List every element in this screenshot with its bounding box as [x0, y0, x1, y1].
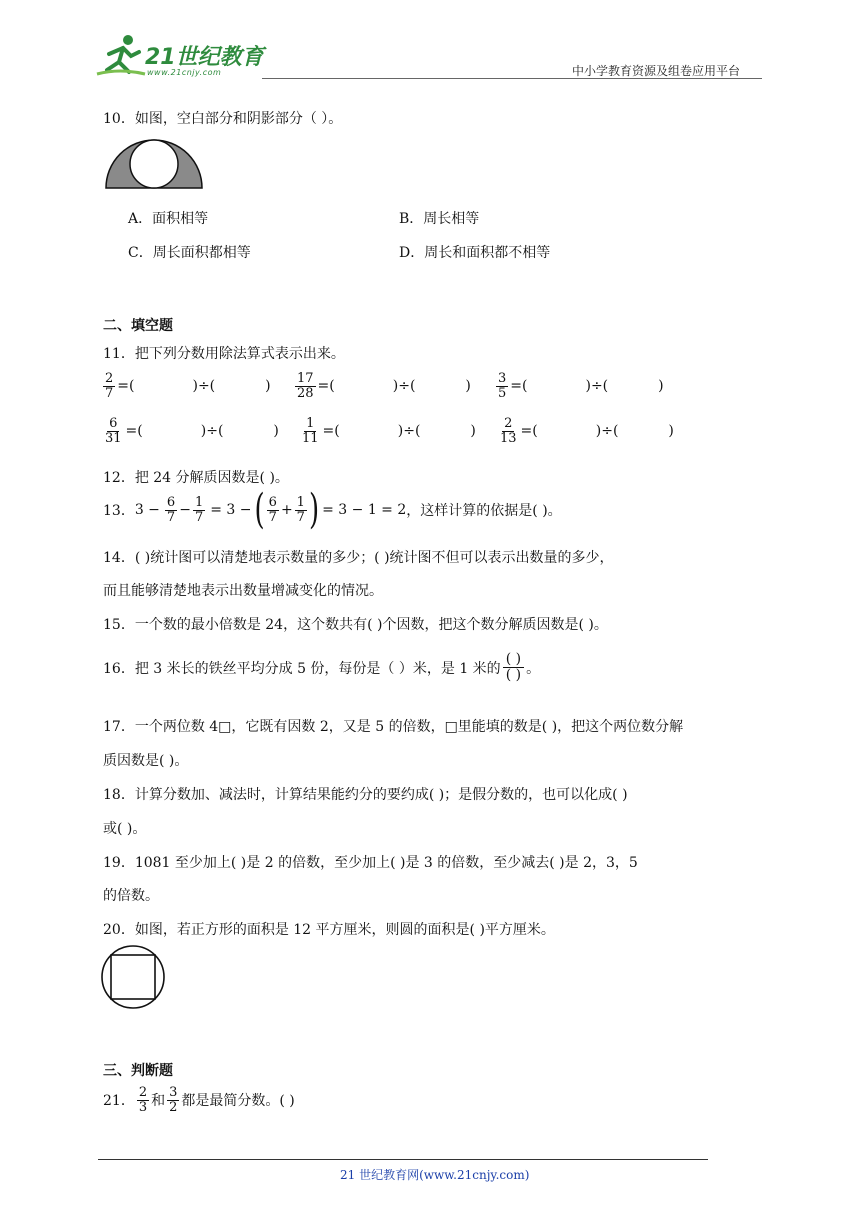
section-fill-blank-title: 二、填空题 — [103, 318, 173, 334]
section-judgement-title: 三、判断题 — [103, 1063, 173, 1079]
blank-fraction: $\frac{( )}{( )}$ — [503, 652, 524, 684]
q18-line2: 或( )。 — [103, 821, 147, 837]
q10-option-b[interactable]: B．周长相等 — [399, 211, 480, 227]
q13-equation: 13． 3 − $\frac{6}{7}$ − $\frac{1}{7}$ = 3 − ( $\frac{6}{7}$ + $\frac{1}{7}$ ) = 3 − 1 = 2 ，这样计算的依据是( )。 — [103, 486, 562, 535]
q21-text: 21． $\frac{2}{3}$ 和 $\frac{3}{2}$ 都是最简分数。( ) — [103, 1085, 295, 1115]
q10-figure-semicircle — [104, 138, 204, 190]
q11-item-2: $\frac{17}{28}$ =( )÷( ) — [297, 371, 471, 401]
q11-item-5: $\frac{1}{11}$ =( )÷( ) — [302, 416, 476, 446]
q14-line1: 14．( )统计图可以清楚地表示数量的多少；( )统计图不但可以表示出数量的多少， — [103, 550, 614, 566]
q11-item-6: $\frac{2}{13}$ =( )÷( ) — [500, 416, 674, 446]
q10-option-a[interactable]: A．面积相等 — [128, 211, 209, 227]
header-platform-name: 中小学教育资源及组卷应用平台 — [572, 64, 741, 78]
footer-link[interactable]: 21 世纪教育网(www.21cnjy.com) — [340, 1168, 530, 1182]
footer-divider — [98, 1159, 708, 1160]
fraction: $\frac{1}{7}$ — [194, 495, 204, 525]
q11-item-3: $\frac{3}{5}$ =( )÷( ) — [498, 371, 664, 401]
q10-option-c[interactable]: C．周长面积都相等 — [128, 245, 251, 261]
q10-stem: 10．如图，空白部分和阴影部分（ ）。 — [103, 111, 343, 127]
q15-text: 15．一个数的最小倍数是 24，这个数共有( )个因数，把这个数分解质因数是( )。 — [103, 617, 608, 633]
q14-line2: 而且能够清楚地表示出数量增减变化的情况。 — [103, 583, 383, 599]
runner-logo-icon — [95, 32, 147, 78]
fraction: $\frac{1}{7}$ — [296, 495, 305, 525]
fraction: $\frac{6}{31}$ — [105, 416, 122, 446]
fraction: $\frac{2}{7}$ — [105, 371, 114, 401]
q11-stem: 11．把下列分数用除法算式表示出来。 — [103, 346, 345, 362]
q11-item-1: $\frac{2}{7}$ =( )÷( ) — [105, 371, 271, 401]
fraction: $\frac{17}{28}$ — [297, 371, 314, 401]
site-logo — [95, 32, 265, 80]
q10-option-d[interactable]: D．周长和面积都不相等 — [399, 245, 551, 261]
fraction: $\frac{6}{7}$ — [166, 495, 176, 525]
q11-item-4: $\frac{6}{31}$ =( )÷( ) — [105, 416, 279, 446]
q20-text: 20．如图，若正方形的面积是 12 平方厘米，则圆的面积是( )平方厘米。 — [103, 922, 555, 938]
logo-text: 21世纪教育 — [145, 45, 264, 70]
q12-text: 12．把 24 分解质因数是( )。 — [103, 470, 289, 486]
fraction: $\frac{2}{13}$ — [500, 416, 517, 446]
logo-url: www.21cnjy.com — [147, 68, 222, 77]
q16-text: 16．把 3 米长的铁丝平均分成 5 份，每份是（ ）米，是 1 米的 $\frac{( )}{( )}$ 。 — [103, 651, 541, 684]
q20-figure-circle-square — [100, 944, 166, 1010]
header-divider — [262, 78, 762, 79]
fraction: $\frac{3}{2}$ — [169, 1085, 178, 1115]
q18-line1: 18．计算分数加、减法时，计算结果能约分的要约成( )；是假分数的，也可以化成( ) — [103, 787, 628, 803]
fraction: $\frac{2}{3}$ — [138, 1085, 148, 1115]
fraction: $\frac{3}{5}$ — [498, 371, 507, 401]
q19-line1: 19．1081 至少加上( )是 2 的倍数，至少加上( )是 3 的倍数，至少减去( )是 2，3，5 — [103, 855, 638, 871]
q17-line2: 质因数是( )。 — [103, 753, 189, 769]
fraction: $\frac{1}{11}$ — [302, 416, 319, 446]
q17-line1: 17．一个两位数 4□，它既有因数 2，又是 5 的倍数，□里能填的数是( )，把这个两位数分解 — [103, 719, 684, 735]
q19-line2: 的倍数。 — [103, 888, 159, 904]
fraction: $\frac{6}{7}$ — [268, 495, 277, 525]
